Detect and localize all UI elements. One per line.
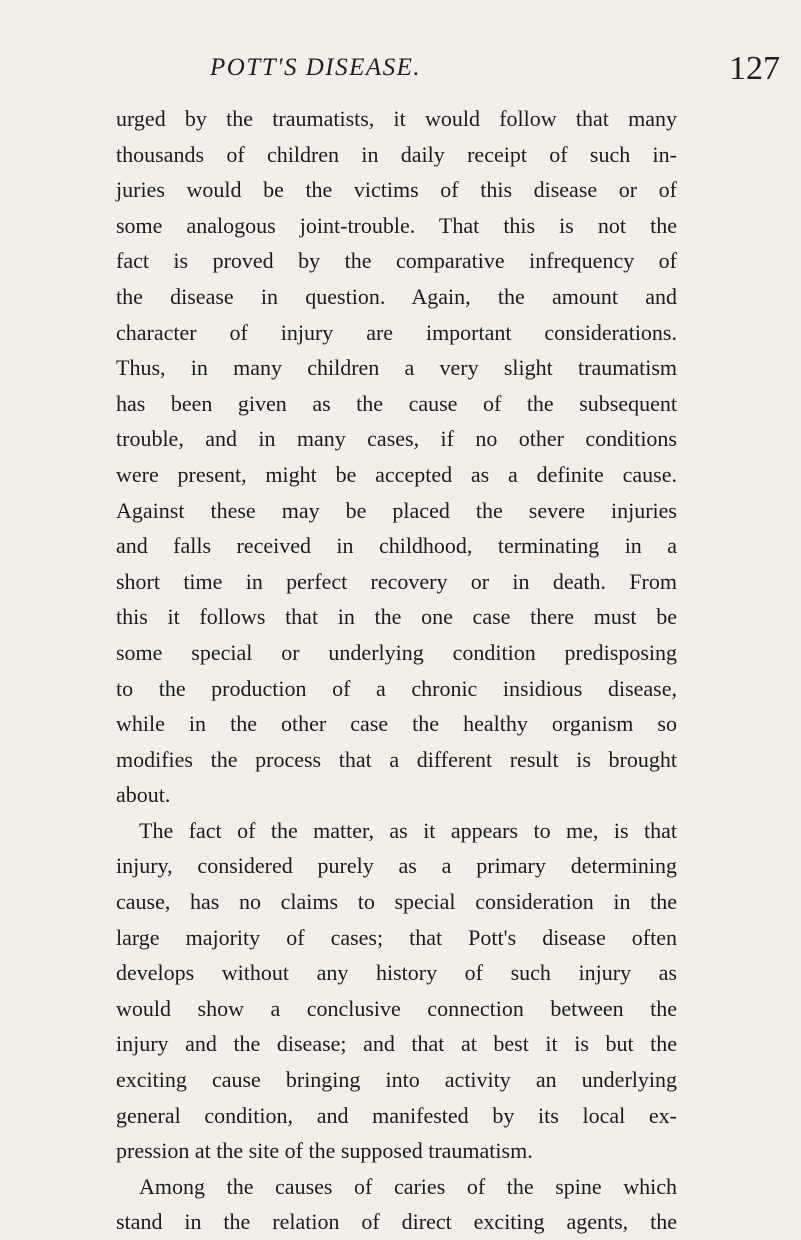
page-number: 127 — [729, 50, 780, 87]
text-line: stand in the relation of direct exciting agents, the — [116, 1209, 677, 1235]
text-line: Against these may be placed the severe injuries — [116, 497, 677, 523]
text-line: has been given as the cause of the subsequent — [116, 390, 677, 416]
text-line: Thus, in many children a very slight traumatism — [116, 355, 677, 381]
text-line: Among the causes of caries of the spine which — [139, 1173, 677, 1199]
text-line: to the production of a chronic insidious disease, — [116, 675, 677, 701]
text-line: character of injury are important considerations. — [116, 319, 677, 345]
text-line: cause, has no claims to special consideration in the — [116, 889, 677, 915]
text-line: general condition, and manifested by its local ex- — [116, 1102, 677, 1128]
text-line: this it follows that in the one case there must be — [116, 604, 677, 630]
text-line: exciting cause bringing into activity an underlying — [116, 1067, 677, 1093]
text-line: injury, considered purely as a primary determining — [116, 853, 677, 879]
text-line: some special or underlying condition predisposing — [116, 639, 677, 665]
text-line: thousands of children in daily receipt of such in- — [116, 141, 677, 167]
text-line: injury and the disease; and that at best it is but the — [116, 1031, 677, 1057]
text-line: urged by the traumatists, it would follow that many — [116, 106, 677, 131]
text-line: The fact of the matter, as it appears to me, is that — [139, 817, 677, 843]
text-line: some analogous joint-trouble. That this is not the — [116, 212, 677, 238]
text-line: while in the other case the healthy organism so — [116, 711, 677, 737]
text-line: large majority of cases; that Pott's disease often — [116, 924, 677, 950]
text-line: fact is proved by the comparative infrequency of — [116, 248, 677, 274]
running-header — [140, 50, 780, 90]
text-line: were present, might be accepted as a definite cause. — [116, 461, 677, 487]
text-line: about. — [116, 782, 171, 808]
text-line: modifies the process that a different result is brought — [116, 746, 677, 772]
text-line: trouble, and in many cases, if no other conditions — [116, 426, 677, 452]
running-title: POTT'S DISEASE. — [210, 54, 422, 81]
text-line: develops without any history of such injury as — [116, 960, 677, 986]
text-line: juries would be the victims of this disease or of — [116, 177, 677, 203]
text-line: short time in perfect recovery or in death. From — [116, 568, 677, 594]
text-line: pression at the site of the supposed traumatism. — [116, 1138, 533, 1164]
text-line: would show a conclusive connection between the — [116, 995, 677, 1021]
text-line: the disease in question. Again, the amount and — [116, 283, 677, 309]
text-line: and falls received in childhood, terminating in a — [116, 533, 677, 559]
body-text — [116, 101, 677, 1240]
